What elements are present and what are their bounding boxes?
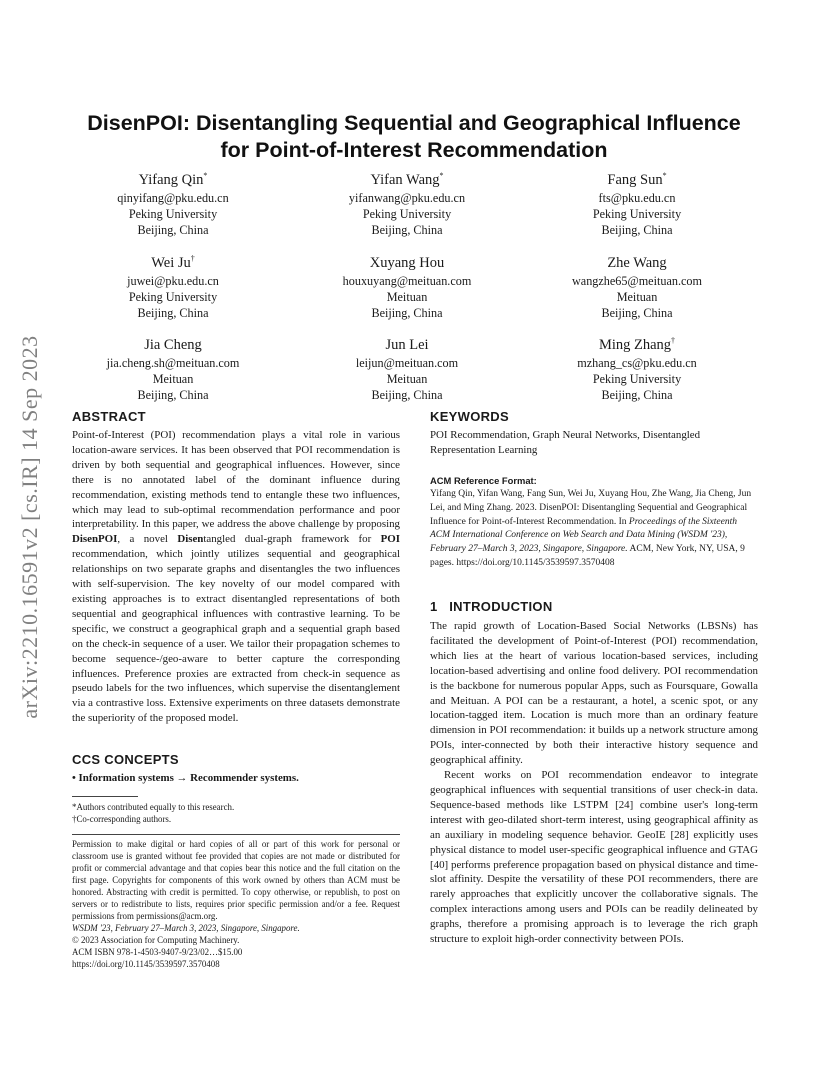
author-name: Xuyang Hou xyxy=(369,254,445,271)
permission-rule xyxy=(72,834,400,835)
author-email: yifanwang@pku.edu.cn xyxy=(348,190,466,205)
acm-reference-heading: ACM Reference Format: xyxy=(430,475,537,486)
author-location: Beijing, China xyxy=(601,387,673,402)
intro-paragraph: The rapid growth of Location-Based Social Networks (LBSNs) has facilitated the development of Point-of-Interest (POI) recommendation, which lies at the heart of various location-based services, including location-based advertising and online food delivery. POI recommendation is the backbone for numerous popular Apps, such as Foursquare, Gowalla and Meituan. A POI can be a restaurant, a hotel, a scenic spot, or any location-tagged item. Location is much more than an ordinary feature dimension in POI recommendation: it builds up a network structure among POIs, inter-connected by both their interactive history sequence and geographical affinity. xyxy=(430,620,758,767)
author-card xyxy=(526,331,748,403)
author-name: Yifan Wang xyxy=(370,171,440,188)
author-email: mzhang_cs@pku.edu.cn xyxy=(577,355,697,370)
introduction-section xyxy=(430,599,758,947)
footnote-corresponding: †Co-corresponding authors. xyxy=(72,814,172,824)
abstract-text xyxy=(72,428,400,726)
venue-line: WSDM '23, February 27–March 3, 2023, Singapore, Singapore. xyxy=(72,923,300,933)
keywords-heading: KEYWORDS xyxy=(430,409,509,424)
abstract-part: Point-of-Interest (POI) recommendation plays a vital role in various location-aware services. It has been observed that POI recommendation is driven by both sequential and geographical influences. However, since there is no annotated label of the dominant influence during recommendation, existing methods tend to entangle these two influences, which may lead to sub-optimal recommendation performance and poor interpretability. In this paper, we address the above challenge by proposing xyxy=(72,429,400,531)
footnotes xyxy=(72,801,400,825)
author-mark: * xyxy=(662,171,667,180)
author-affiliation: Peking University xyxy=(592,371,682,386)
author-email: qinyifang@pku.edu.cn xyxy=(117,190,229,205)
ccs-section xyxy=(72,752,400,784)
permission-text: Permission to make digital or hard copies of all or part of this work for personal or classroom use is granted without fee provided that copies are not made or distributed for profit or commercial advantage and that copies bear this notice and the full citation on the first page. Copyrights for components of this work owned by others than ACM must be honored. Abstracting with credit is permitted. To copy otherwise, or republish, to post on servers or to redistribute to lists, requires prior specific permission and/or a fee. Request permissions from permissions@acm.org. xyxy=(72,839,400,921)
author-email: jia.cheng.sh@meituan.com xyxy=(106,355,240,370)
acm-reference-part: Yifang Qin, Yifan Wang, Fang Sun, Wei Ju, Xuyang Hou, Zhe Wang, Jia Cheng, Jun Lei, and Ming Zhang. 2023. DisenPOI: Disentangling Sequential and Geographical Influence for Point-of-Interest Recommendation. In xyxy=(430,489,752,527)
keywords-text: POI Recommendation, Graph Neural Networks, Disentangled Representation Learning xyxy=(430,429,701,456)
ccs-item: • Information systems → Recommender systems. xyxy=(72,772,299,784)
author-email: houxuyang@meituan.com xyxy=(342,273,472,288)
author-card xyxy=(62,166,284,238)
author-mark: † xyxy=(190,254,195,263)
author-email: wangzhe65@meituan.com xyxy=(571,273,702,288)
author-name: Yifang Qin xyxy=(138,171,204,188)
author-card xyxy=(296,331,518,403)
author-email: fts@pku.edu.cn xyxy=(598,190,676,205)
abstract-bold: DisenPOI xyxy=(72,533,118,546)
abstract-section xyxy=(72,409,400,726)
abstract-part: tangled dual-graph framework for xyxy=(203,533,381,546)
author-card xyxy=(62,331,284,403)
author-mark: * xyxy=(203,171,208,180)
acm-reference-part: ACM, New York, NY, USA, 9 pages. https://doi.org/10.1145/3539597.3570408 xyxy=(430,544,745,568)
abstract-part: recommendation, which jointly utilizes sequential and geographical relationships on two separate graphs and disentangles the two influences with self-supervision. The key novelty of our model compared with existing approaches is to extract disentangled representations of both sequential and geographical influences with contrastive learning. To be specific, we construct a geographical graph and a sequential graph based on the check-in sequence of a user. We tailor their propagation schemes to become sequence-/geo-aware to better capture the corresponding influences. Preference proxies are extracted from check-in sequence as pseudo labels for the two influences, which supervise the disentanglement via a contrastive loss. Extensive experiments on three datasets demonstrate the superiority of the proposed model. xyxy=(72,548,400,725)
arxiv-stamp-text: arXiv:2210.16591v2 [cs.IR] 14 Sep 2023 xyxy=(17,335,42,719)
acm-reference-text xyxy=(430,488,758,571)
abstract-bold: POI xyxy=(380,533,401,546)
author-affiliation: Meituan xyxy=(616,289,658,304)
ccs-heading: CCS CONCEPTS xyxy=(72,752,179,767)
intro-paragraph: Recent works on POI recommendation endeavor to integrate geographical influences with sequential transitions of user check-in data. Sequence-based methods like LSTPM [24] combine user's long-term interest with geo-dilated short-term interest, using geographical affinity as an auxiliary in modeling sequence behavior. GeoIE [28] explicitly uses physical distance to model user-specific geographical influence and GTAG [40] performs preference propagation based on physical distance and time-slot affinity. Despite the versatility of these POI recommenders, there are rarely approaches that explicitly uncover the collaborative signals. The complex interactions among users and POIs can be readily delineated by graphs, therefore a promising approach is to leverage the rich graph structure to exploit high-order connectivity between POIs. xyxy=(430,769,758,946)
footnote-equal-contribution: *Authors contributed equally to this research. xyxy=(72,802,235,812)
author-affiliation: Meituan xyxy=(386,371,428,386)
arxiv-stamp xyxy=(10,295,50,760)
author-affiliation: Peking University xyxy=(128,206,218,221)
permission-block xyxy=(72,838,400,970)
author-location: Beijing, China xyxy=(601,222,673,237)
copyright-line: © 2023 Association for Computing Machinery. xyxy=(72,935,240,945)
author-affiliation: Peking University xyxy=(592,206,682,221)
author-name: Jia Cheng xyxy=(144,336,202,353)
author-mark: † xyxy=(671,336,676,345)
abstract-part: , a novel xyxy=(117,533,178,546)
author-card xyxy=(296,166,518,238)
author-location: Beijing, China xyxy=(137,222,209,237)
author-location: Beijing, China xyxy=(601,305,673,320)
author-affiliation: Meituan xyxy=(386,289,428,304)
author-name: Fang Sun xyxy=(607,171,663,188)
abstract-heading: ABSTRACT xyxy=(72,409,146,424)
author-card xyxy=(296,249,518,321)
paper-title xyxy=(60,110,768,164)
author-affiliation: Meituan xyxy=(152,371,194,386)
author-card xyxy=(526,249,748,321)
acm-reference xyxy=(430,475,758,571)
author-email: juwei@pku.edu.cn xyxy=(127,273,219,288)
author-email: leijun@meituan.com xyxy=(355,355,459,370)
author-card xyxy=(62,249,284,321)
author-name: Jun Lei xyxy=(385,336,429,353)
introduction-heading: 1 INTRODUCTION xyxy=(430,599,553,614)
title-line-1: DisenPOI: Disentangling Sequential and Geographical Influence xyxy=(87,111,741,135)
isbn-line: ACM ISBN 978-1-4503-9407-9/23/02…$15.00 xyxy=(72,947,243,957)
doi-link[interactable]: https://doi.org/10.1145/3539597.3570408 xyxy=(72,959,220,969)
author-affiliation: Peking University xyxy=(128,289,218,304)
abstract-bold: Disen xyxy=(177,533,204,546)
author-affiliation: Peking University xyxy=(362,206,452,221)
author-name: Ming Zhang xyxy=(598,336,672,353)
author-card xyxy=(526,166,748,238)
author-mark: * xyxy=(439,171,444,180)
keywords-section xyxy=(430,409,758,458)
author-location: Beijing, China xyxy=(371,387,443,402)
author-location: Beijing, China xyxy=(371,305,443,320)
author-location: Beijing, China xyxy=(137,305,209,320)
author-location: Beijing, China xyxy=(137,387,209,402)
author-location: Beijing, China xyxy=(371,222,443,237)
author-name: Zhe Wang xyxy=(607,254,667,271)
author-name: Wei Ju xyxy=(151,254,191,271)
acm-reference-italic: Proceedings of the Sixteenth ACM International Conference on Web Search and Data Mining (WSDM '23), February 27–March 3, 2023, Singapore, Singapore. xyxy=(430,516,737,555)
footnote-rule xyxy=(72,796,138,797)
title-line-2: for Point-of-Interest Recommendation xyxy=(220,138,608,162)
